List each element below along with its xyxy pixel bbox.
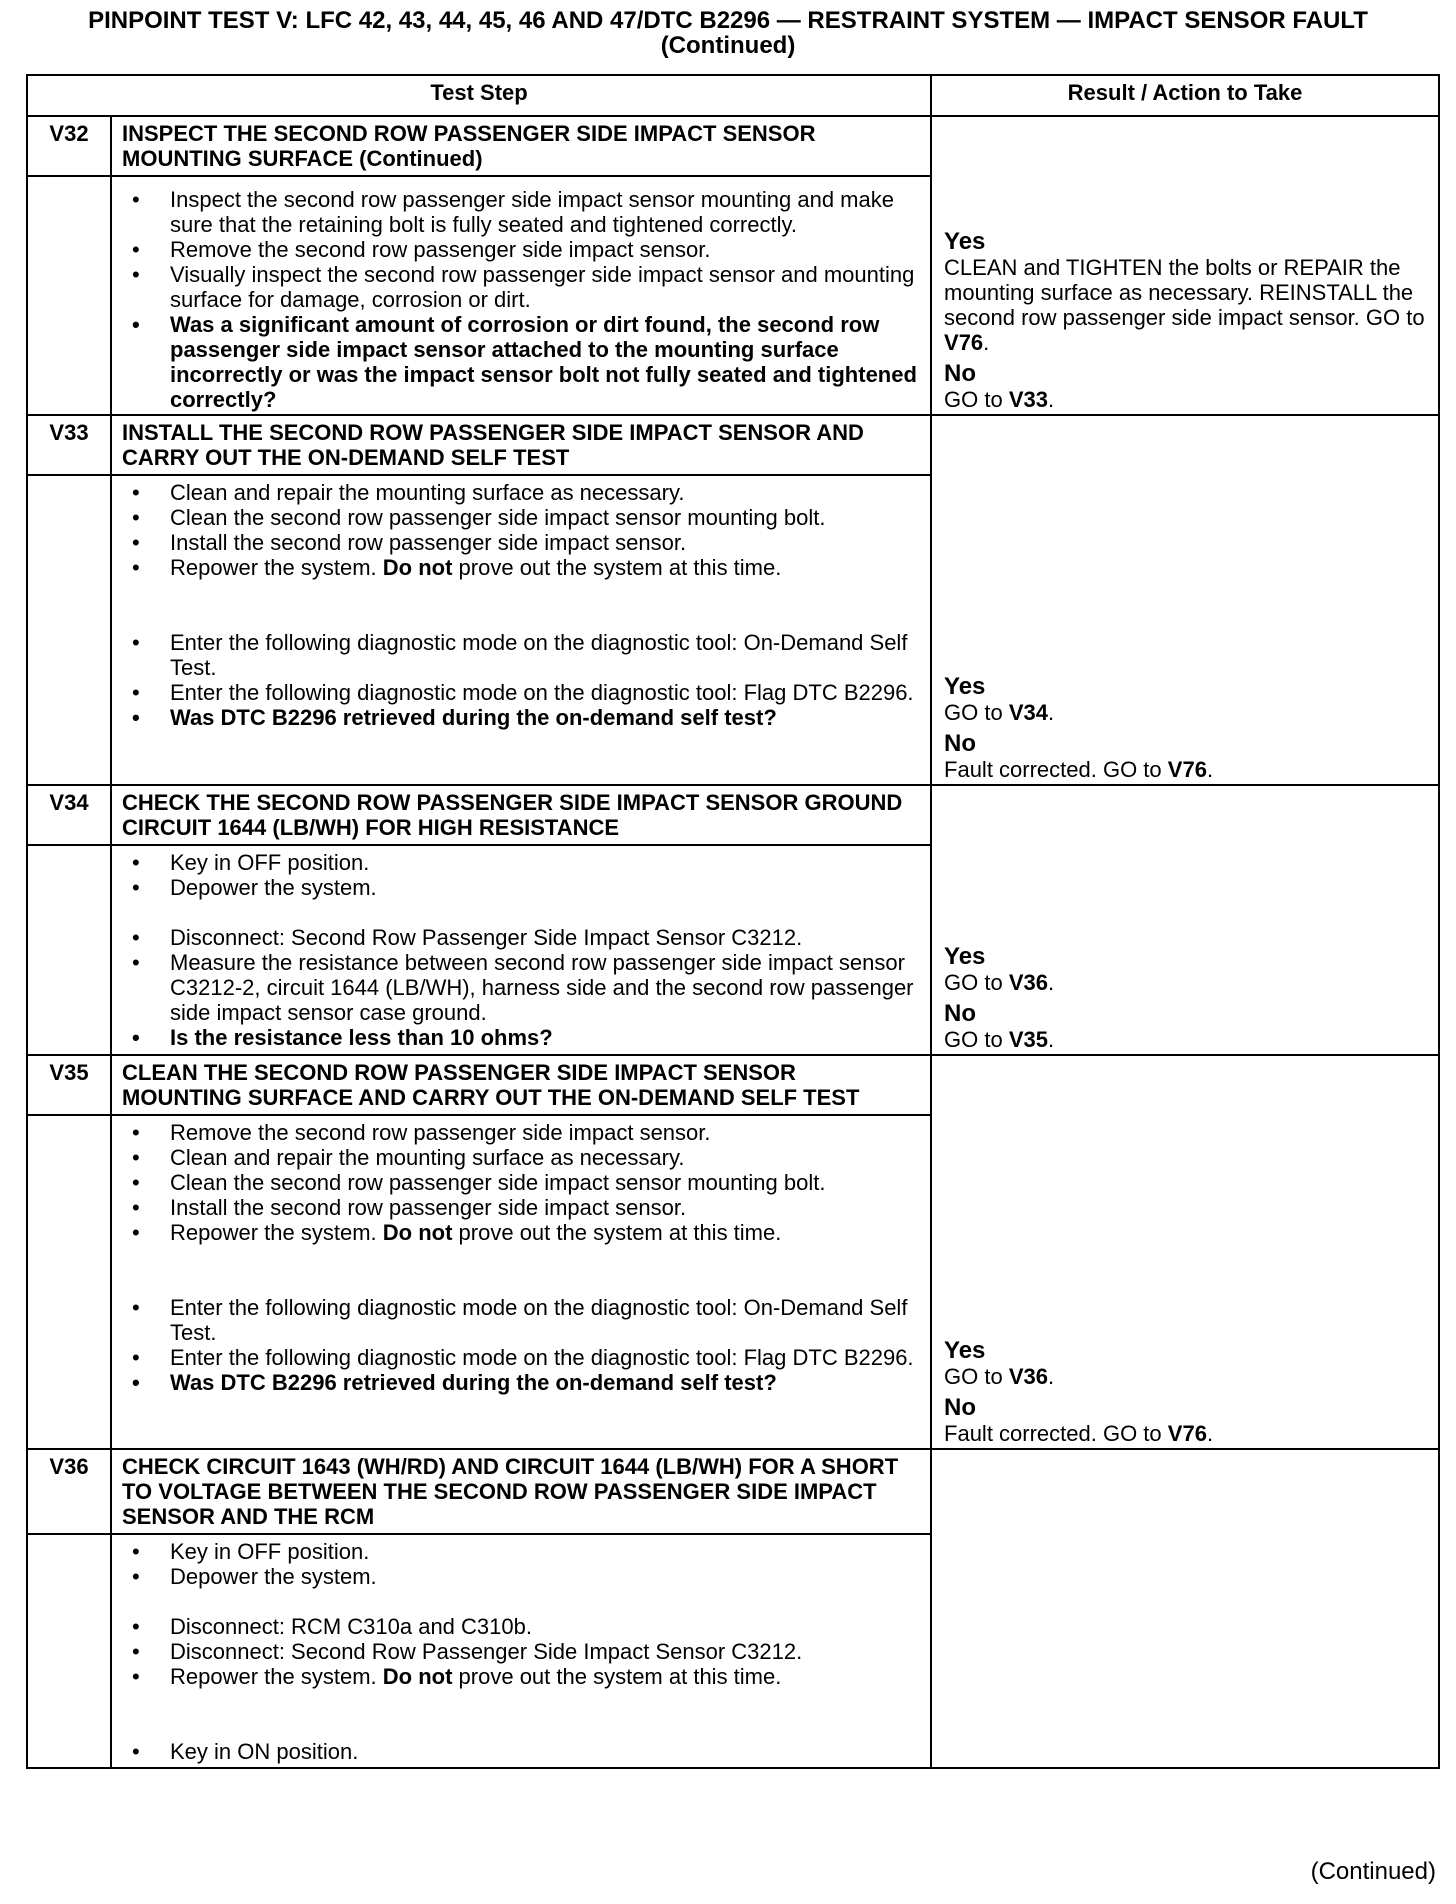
list-item: • Measure the resistance between second row passenger side impact sensor C3212-2, circuit 1644 (LB/WH), harness side and the second row passenger side impact sensor case ground.: [122, 950, 920, 1025]
step-id: V34: [27, 785, 111, 845]
list-item: • Clean and repair the mounting surface as necessary.: [122, 480, 920, 505]
list-item: • Repower the system. Do not prove out the system at this time.: [122, 1664, 920, 1689]
step-body: [111, 845, 931, 1055]
list-item: • Enter the following diagnostic mode on the diagnostic tool: On-Demand Self Test.: [122, 630, 920, 680]
no-label: No: [944, 1394, 977, 1421]
yes-label: Yes: [944, 673, 986, 700]
no-action: GO to V35.: [944, 1027, 1055, 1052]
step-title: INSTALL THE SECOND ROW PASSENGER SIDE IMPACT SENSOR AND CARRY OUT THE ON-DEMAND SELF TEST: [111, 415, 931, 475]
list-item: • Inspect the second row passenger side impact sensor mounting and make sure that the retaining bolt is fully seated and tightened correctly.: [122, 187, 920, 237]
list-item: • Enter the following diagnostic mode on the diagnostic tool: Flag DTC B2296.: [122, 1345, 920, 1370]
list-item: • Remove the second row passenger side impact sensor.: [122, 237, 920, 262]
yes-action: GO to V34.: [944, 700, 1055, 725]
no-label: No: [944, 730, 977, 757]
list-item: • Install the second row passenger side impact sensor.: [122, 530, 920, 555]
step-v35-result: [931, 1055, 1439, 1449]
step-v36-result: [931, 1449, 1439, 1768]
column-header-test-step: Test Step: [27, 75, 931, 116]
list-item: • Disconnect: RCM C310a and C310b.: [122, 1614, 920, 1639]
list-item: • Key in ON position.: [122, 1739, 920, 1764]
yes-label: Yes: [944, 228, 986, 255]
step-id: V35: [27, 1055, 111, 1115]
step-v35-title-row: [27, 1055, 1439, 1115]
step-v36-title-row: [27, 1449, 1439, 1534]
list-item: • Disconnect: Second Row Passenger Side Impact Sensor C3212.: [122, 1639, 920, 1664]
step-title: CHECK THE SECOND ROW PASSENGER SIDE IMPACT SENSOR GROUND CIRCUIT 1644 (LB/WH) FOR HIGH RESISTANCE: [111, 785, 931, 845]
list-item: • Repower the system. Do not prove out the system at this time.: [122, 1220, 920, 1245]
list-item: • Clean the second row passenger side impact sensor mounting bolt.: [122, 505, 920, 530]
yes-action: CLEAN and TIGHTEN the bolts or REPAIR the mounting surface as necessary. REINSTALL the second row passenger side impact sensor. GO to V76.: [944, 255, 1425, 355]
yes-action: GO to V36.: [944, 970, 1055, 995]
step-body: [111, 475, 931, 785]
yes-action: GO to V36.: [944, 1364, 1055, 1389]
list-item: • Visually inspect the second row passenger side impact sensor and mounting surface for damage, corrosion or dirt.: [122, 262, 920, 312]
step-id: V33: [27, 415, 111, 475]
step-id: V32: [27, 116, 111, 176]
list-item: • Depower the system.: [122, 875, 920, 900]
no-label: No: [944, 360, 977, 387]
step-body: [111, 1534, 931, 1768]
pinpoint-test-table: [26, 74, 1440, 1769]
step-v34-title-row: [27, 785, 1439, 845]
list-item: • Disconnect: Second Row Passenger Side Impact Sensor C3212.: [122, 925, 920, 950]
list-item: • Remove the second row passenger side impact sensor.: [122, 1120, 920, 1145]
list-item: • Enter the following diagnostic mode on the diagnostic tool: Flag DTC B2296.: [122, 680, 920, 705]
list-item: • Clean the second row passenger side impact sensor mounting bolt.: [122, 1170, 920, 1195]
step-v32-result: [931, 116, 1439, 415]
list-item: • Depower the system.: [122, 1564, 920, 1589]
column-header-result: Result / Action to Take: [931, 75, 1439, 116]
page-title: PINPOINT TEST V: LFC 42, 43, 44, 45, 46 AND 47/DTC B2296 — RESTRAINT SYSTEM — IMPACT SENSOR FAULT (Continued): [88, 7, 1368, 59]
step-body: [111, 176, 931, 415]
step-v34-result: [931, 785, 1439, 1055]
yes-label: Yes: [944, 943, 986, 970]
step-title: CHECK CIRCUIT 1643 (WH/RD) AND CIRCUIT 1644 (LB/WH) FOR A SHORT TO VOLTAGE BETWEEN THE SECOND ROW PASSENGER SIDE IMPACT SENSOR AND THE RCM: [111, 1449, 931, 1534]
list-item: • Clean and repair the mounting surface as necessary.: [122, 1145, 920, 1170]
step-title: INSPECT THE SECOND ROW PASSENGER SIDE IMPACT SENSOR MOUNTING SURFACE (Continued): [111, 116, 931, 176]
list-item: • Key in OFF position.: [122, 850, 920, 875]
list-item: • Enter the following diagnostic mode on the diagnostic tool: On-Demand Self Test.: [122, 1295, 920, 1345]
step-v32-title-row: [27, 116, 1439, 176]
continued-footer: (Continued): [1310, 1858, 1436, 1885]
step-id: V36: [27, 1449, 111, 1534]
no-action: GO to V33.: [944, 387, 1055, 412]
no-action: Fault corrected. GO to V76.: [944, 1421, 1214, 1446]
no-label: No: [944, 1000, 977, 1027]
list-item: • Repower the system. Do not prove out the system at this time.: [122, 555, 920, 580]
list-item: • Was DTC B2296 retrieved during the on-demand self test?: [122, 705, 920, 730]
no-action: Fault corrected. GO to V76.: [944, 757, 1214, 782]
list-item: • Was DTC B2296 retrieved during the on-demand self test?: [122, 1370, 920, 1395]
step-title: CLEAN THE SECOND ROW PASSENGER SIDE IMPACT SENSOR MOUNTING SURFACE AND CARRY OUT THE ON-DEMAND SELF TEST: [111, 1055, 931, 1115]
yes-label: Yes: [944, 1337, 986, 1364]
list-item: • Key in OFF position.: [122, 1539, 920, 1564]
list-item: • Was a significant amount of corrosion or dirt found, the second row passenger side impact sensor attached to the mounting surface incorrectly or was the impact sensor bolt not fully seated and tightened correctly?: [122, 312, 920, 412]
step-v33-result: [931, 415, 1439, 785]
table-header-row: [27, 75, 1439, 116]
step-v33-title-row: [27, 415, 1439, 475]
list-item: • Install the second row passenger side impact sensor.: [122, 1195, 920, 1220]
step-body: [111, 1115, 931, 1449]
list-item: • Is the resistance less than 10 ohms?: [122, 1025, 920, 1050]
